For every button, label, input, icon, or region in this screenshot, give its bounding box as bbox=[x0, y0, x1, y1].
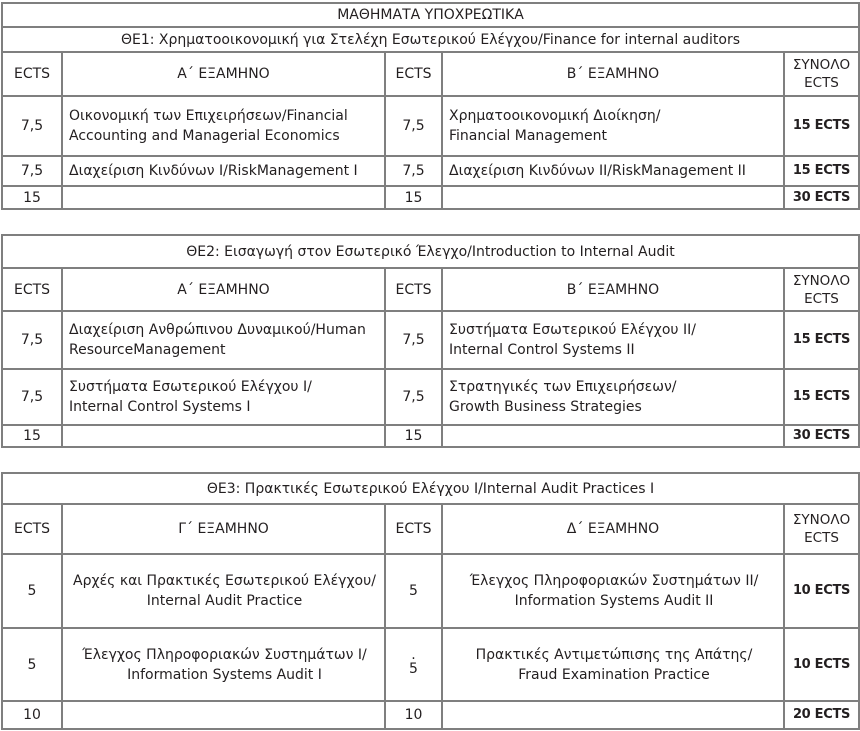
header-total-line2: ECTS bbox=[804, 530, 839, 546]
module-title: ΘΕ1: Χρηματοοικονομική για Στελέχη Εσωτερικού Ελέγχου/Finance for internal auditors bbox=[2, 27, 859, 52]
empty-cell bbox=[442, 425, 784, 447]
sum-total-cell: 30 ECTS bbox=[784, 186, 859, 209]
table-row bbox=[2, 369, 859, 425]
header-ects-right: ECTS bbox=[385, 268, 442, 311]
empty-cell bbox=[62, 186, 385, 209]
course-line: Συστήματα Εσωτερικού Ελέγχου Ι/ bbox=[69, 379, 312, 395]
left-ects-cell: 7,5 bbox=[2, 311, 62, 369]
course-line: Έλεγχος Πληροφοριακών Συστημάτων ΙΙ/ bbox=[469, 573, 759, 589]
header-ects-left: ECTS bbox=[2, 504, 62, 554]
header-row bbox=[2, 52, 859, 96]
right-ects-cell: 7,5 bbox=[385, 369, 442, 425]
sum-left-cell: 15 bbox=[2, 425, 62, 447]
left-ects-cell: 7,5 bbox=[2, 369, 62, 425]
sum-total-cell: 30 ECTS bbox=[784, 425, 859, 447]
empty-cell bbox=[62, 701, 385, 729]
left-course-cell bbox=[62, 628, 385, 701]
right-course-cell bbox=[442, 311, 784, 369]
course-line: Growth Business Strategies bbox=[449, 399, 642, 415]
header-ects-right: ECTS bbox=[385, 504, 442, 554]
right-course-cell bbox=[442, 369, 784, 425]
sum-right-cell: 15 bbox=[385, 425, 442, 447]
document-title: ΜΑΘΗΜΑΤΑ ΥΠΟΧΡΕΩΤΙΚΑ bbox=[2, 3, 859, 27]
course-line: ResourceManagement bbox=[69, 342, 226, 358]
ects-value: 5 bbox=[409, 660, 418, 677]
right-ects-cell: 5 bbox=[385, 554, 442, 628]
right-course-cell bbox=[442, 628, 784, 701]
table-row bbox=[2, 96, 859, 156]
header-semester-right: Β΄ ΕΞΑΜΗΝΟ bbox=[442, 52, 784, 96]
right-ects-cell: 7,5 bbox=[385, 96, 442, 156]
header-ects-right: ECTS bbox=[385, 52, 442, 96]
row-total-cell: 15 ECTS bbox=[784, 156, 859, 186]
row-total-cell: 10 ECTS bbox=[784, 628, 859, 701]
header-semester-right: Δ΄ ΕΞΑΜΗΝΟ bbox=[442, 504, 784, 554]
header-total-line2: ECTS bbox=[804, 75, 839, 91]
left-course-cell bbox=[62, 96, 385, 156]
right-ects-cell: 7,5 bbox=[385, 311, 442, 369]
course-line: Internal Control Systems I bbox=[69, 399, 251, 415]
course-line: Αρχές και Πρακτικές Εσωτερικού Ελέγχου/ bbox=[73, 573, 376, 589]
course-line: Χρηματοοικονομική Διοίκηση/ bbox=[449, 108, 661, 124]
header-ects-left: ECTS bbox=[2, 52, 62, 96]
header-semester-left: Α΄ ΕΞΑΜΗΝΟ bbox=[62, 52, 385, 96]
row-total-cell: 15 ECTS bbox=[784, 369, 859, 425]
sum-row bbox=[2, 701, 859, 729]
module-table-3 bbox=[1, 472, 860, 730]
module-title-row bbox=[2, 473, 859, 504]
header-semester-left: Α΄ ΕΞΑΜΗΝΟ bbox=[62, 268, 385, 311]
empty-cell bbox=[62, 425, 385, 447]
sum-right-cell: 10 bbox=[385, 701, 442, 729]
sum-left-cell: 10 bbox=[2, 701, 62, 729]
row-total-cell: 10 ECTS bbox=[784, 554, 859, 628]
course-line: Διαχείριση Ανθρώπινου Δυναμικού/Human bbox=[69, 322, 366, 338]
sum-row bbox=[2, 425, 859, 447]
header-total-line1: ΣΥΝΟΛΟ bbox=[792, 272, 851, 289]
course-line: Οικονομική των Επιχειρήσεων/Financial bbox=[69, 108, 348, 124]
header-total bbox=[784, 268, 859, 311]
empty-cell bbox=[442, 701, 784, 729]
sum-total-cell: 20 ECTS bbox=[784, 701, 859, 729]
table-row bbox=[2, 156, 859, 186]
course-line: Financial Management bbox=[449, 128, 607, 144]
header-ects-left: ECTS bbox=[2, 268, 62, 311]
right-course-cell: Διαχείριση Κινδύνων ΙΙ/RiskManagement II bbox=[442, 156, 784, 186]
sum-right-cell: 15 bbox=[385, 186, 442, 209]
header-total-line1: ΣΥΝΟΛΟ bbox=[792, 512, 851, 528]
right-course-cell bbox=[442, 96, 784, 156]
header-total-line2: ECTS bbox=[804, 290, 839, 307]
course-line: Internal Control Systems II bbox=[449, 342, 635, 358]
left-ects-cell: 7,5 bbox=[2, 96, 62, 156]
right-course-cell bbox=[442, 554, 784, 628]
left-ects-cell: 7,5 bbox=[2, 156, 62, 186]
header-row bbox=[2, 268, 859, 311]
header-semester-right: Β΄ ΕΞΑΜΗΝΟ bbox=[442, 268, 784, 311]
module-title: ΘΕ3: Πρακτικές Εσωτερικού Ελέγχου Ι/Internal Audit Practices I bbox=[2, 473, 859, 504]
course-line: Information Systems Audit II bbox=[514, 593, 714, 609]
module-title-row bbox=[2, 235, 859, 268]
module-table-2 bbox=[1, 234, 860, 448]
left-ects-cell: 5 bbox=[2, 554, 62, 628]
header-total bbox=[784, 504, 859, 554]
header-total bbox=[784, 52, 859, 96]
course-line: Έλεγχος Πληροφοριακών Συστημάτων Ι/ bbox=[82, 646, 367, 663]
right-ects-cell bbox=[385, 628, 442, 701]
module-table-1 bbox=[1, 2, 860, 210]
course-line: Πρακτικές Αντιμετώπισης της Απάτης/ bbox=[475, 646, 753, 663]
module-title: ΘΕ2: Εισαγωγή στον Εσωτερικό Έλεγχο/Introduction to Internal Audit bbox=[2, 235, 859, 268]
left-course-cell bbox=[62, 311, 385, 369]
header-semester-left: Γ΄ ΕΞΑΜΗΝΟ bbox=[62, 504, 385, 554]
header-total-line1: ΣΥΝΟΛΟ bbox=[792, 57, 851, 73]
left-ects-cell: 5 bbox=[2, 628, 62, 701]
course-line: Accounting and Managerial Economics bbox=[69, 128, 340, 144]
left-course-cell: Διαχείριση Κινδύνων Ι/RiskManagement I bbox=[62, 156, 385, 186]
empty-cell bbox=[442, 186, 784, 209]
row-total-cell: 15 ECTS bbox=[784, 311, 859, 369]
sum-row bbox=[2, 186, 859, 209]
sum-left-cell: 15 bbox=[2, 186, 62, 209]
table-row bbox=[2, 554, 859, 628]
course-line: Στρατηγικές των Επιχειρήσεων/ bbox=[449, 379, 677, 395]
right-ects-cell: 7,5 bbox=[385, 156, 442, 186]
course-line: Fraud Examination Practice bbox=[518, 666, 710, 683]
row-total-cell: 15 ECTS bbox=[784, 96, 859, 156]
left-course-cell bbox=[62, 554, 385, 628]
table-row bbox=[2, 311, 859, 369]
course-line: Internal Audit Practice bbox=[146, 593, 303, 609]
left-course-cell bbox=[62, 369, 385, 425]
stray-dot: . bbox=[411, 646, 416, 663]
table-row bbox=[2, 628, 859, 701]
course-line: Συστήματα Εσωτερικού Ελέγχου ΙΙ/ bbox=[449, 322, 696, 338]
header-row bbox=[2, 504, 859, 554]
document-title-row bbox=[2, 3, 859, 27]
module-title-row bbox=[2, 27, 859, 52]
course-line: Information Systems Audit I bbox=[127, 666, 322, 683]
